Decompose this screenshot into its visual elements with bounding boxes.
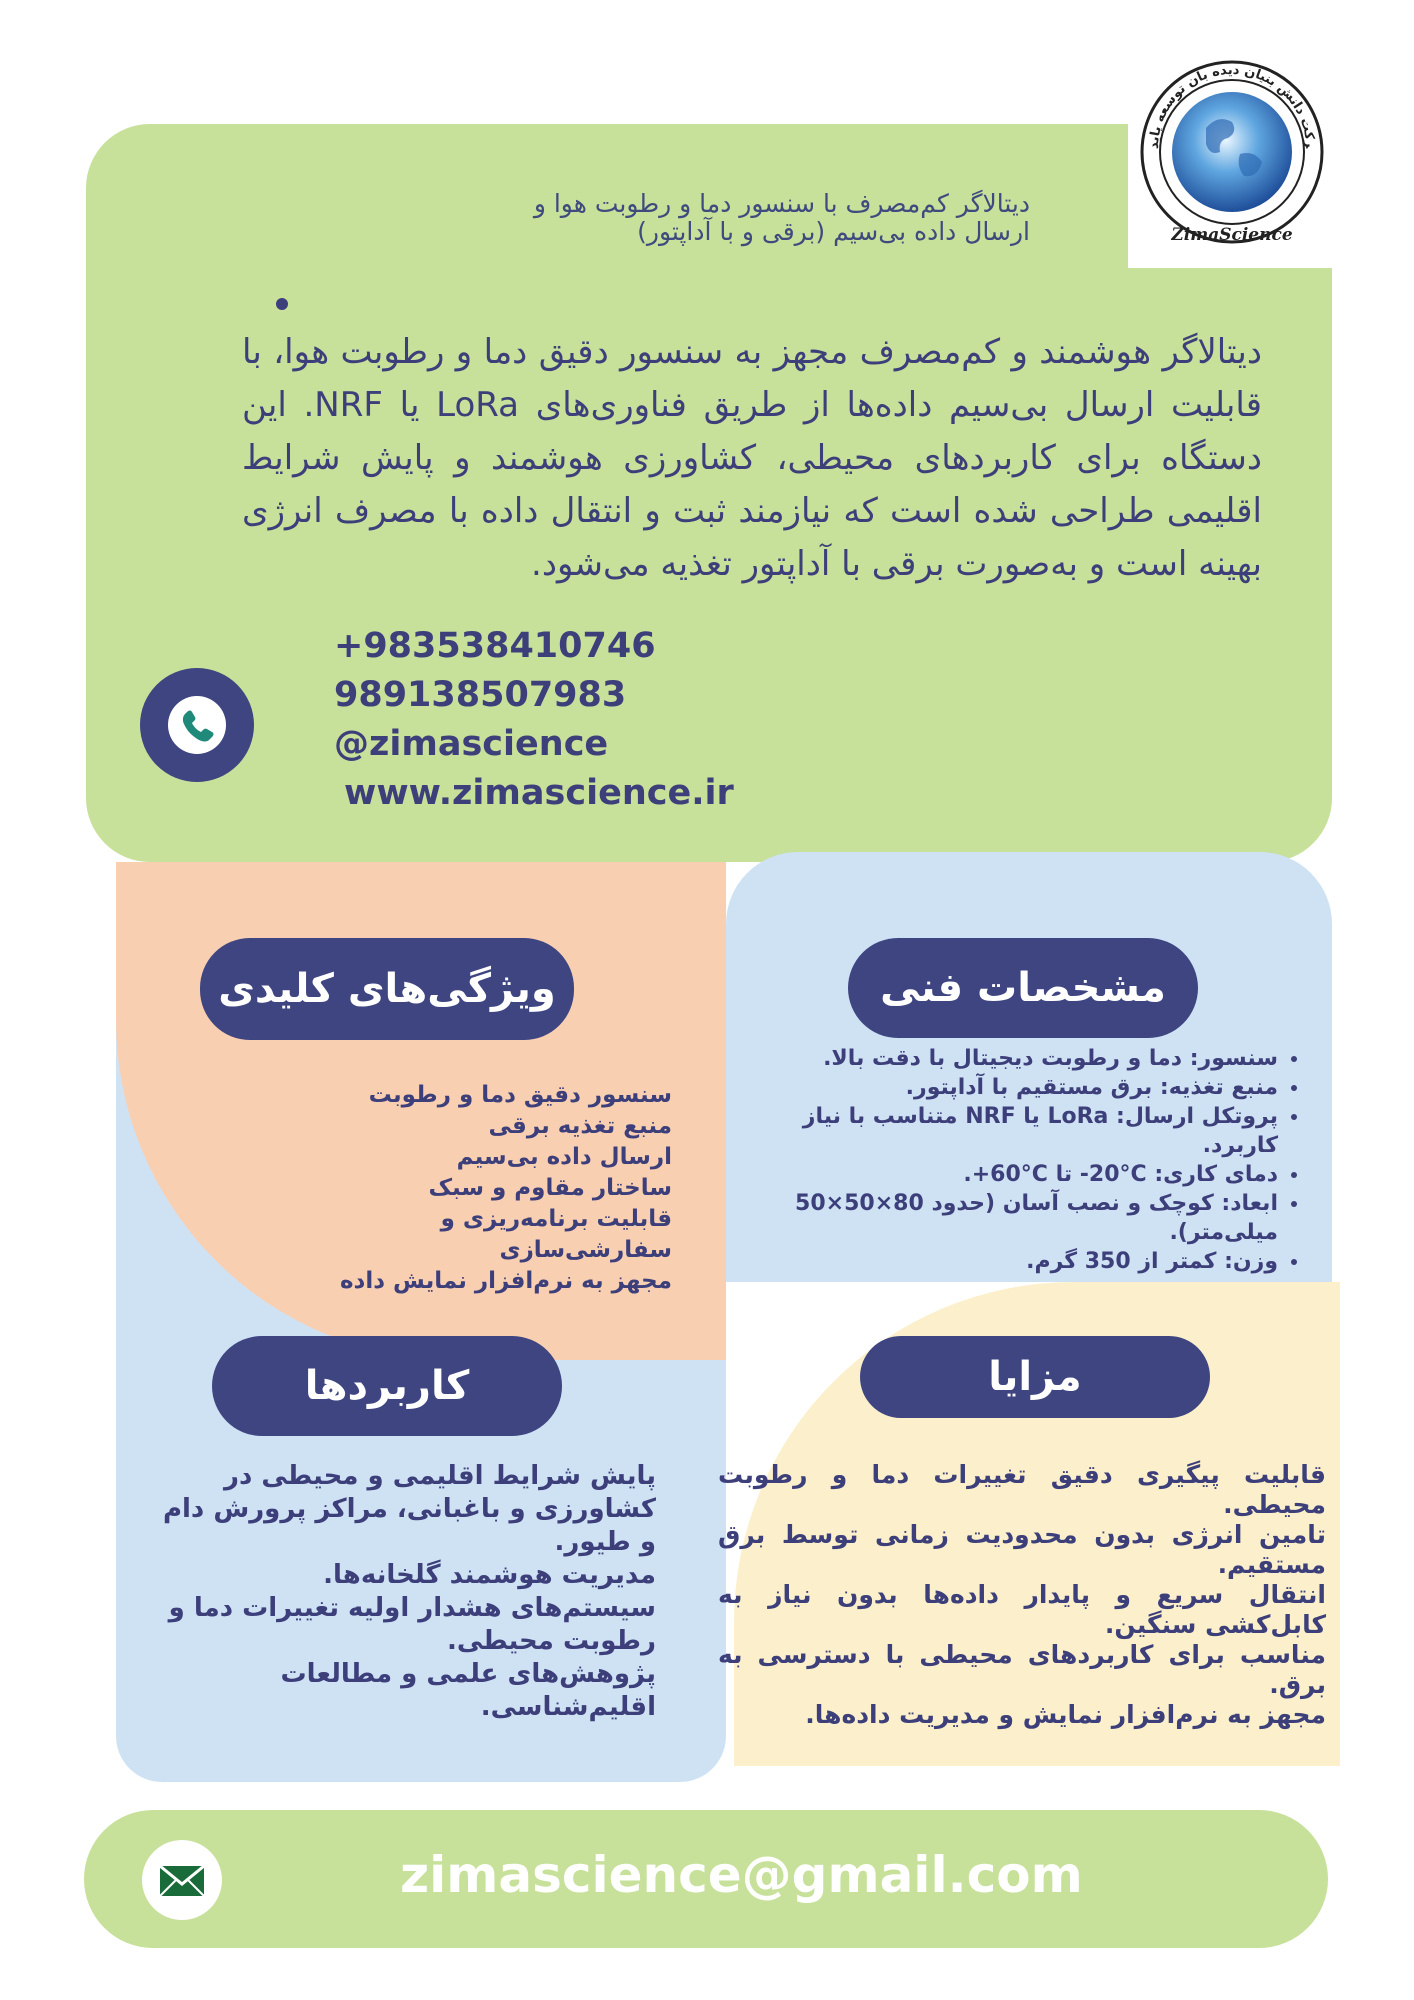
list-item: ساختار مقاوم و سبک xyxy=(428,1175,672,1201)
list-item: منبع تغذیه برقی xyxy=(488,1113,672,1139)
social-handle[interactable]: @zimascience xyxy=(334,724,609,764)
product-description: دیتالاگر هوشمند و کم‌مصرف مجهز به سنسور دقیق دما و رطوبت هوا، با قابلیت ارسال بی‌سیم داده‌ها از طریق فناوری‌های LoRa یا NRF. این دستگاه برای کاربردهای محیطی، کشاورزی هوشمند و پایش شرایط اقلیمی طراحی شده است که نیازمند ثبت و انتقال داده با مصرف انرژی بهینه است و به‌صورت برقی با آداپتور تغذیه می‌شود. xyxy=(242,332,1263,584)
subtitle-line-1: دیتالاگر کم‌مصرف با سنسور دما و رطوبت هوا و xyxy=(533,189,1030,218)
contact-info xyxy=(334,622,734,818)
list-item: پایش شرایط اقلیمی و محیطی در کشاورزی و باغبانی، مراکز پرورش دام و طیور. xyxy=(162,1461,656,1557)
specs-list xyxy=(720,1044,1302,1276)
list-item: • ابعاد: کوچک و نصب آسان (حدود 80×50×50 میلی‌متر). xyxy=(720,1189,1278,1247)
logo-brand: ZimaScience xyxy=(1171,225,1293,245)
list-item: مجهز به نرم‌افزار نمایش و مدیریت داده‌ها. xyxy=(805,1700,1326,1729)
list-item: • سنسور: دما و رطوبت دیجیتال با دقت بالا. xyxy=(720,1044,1278,1073)
phone-glyph-icon xyxy=(168,696,226,754)
list-item: • وزن: کمتر از 350 گرم. xyxy=(720,1247,1278,1276)
bullet-dot xyxy=(276,298,288,310)
applications-list xyxy=(150,1460,656,1724)
features-title: ویژگی‌های کلیدی xyxy=(200,938,574,1040)
list-item: • دمای کاری: ‎-20°C‎ تا ‎+60°C‎. xyxy=(720,1160,1278,1189)
list-item: انتقال سریع و پایدار داده‌ها بدون نیاز به کابل‌کشی سنگین. xyxy=(718,1580,1326,1639)
logo-arc-text: رکت دانش بنیان دیده بان توسعه پاید xyxy=(1146,62,1318,150)
envelope-icon xyxy=(142,1840,222,1920)
list-item: قابلیت پیگیری دقیق تغییرات دما و رطوبت محیطی. xyxy=(718,1460,1326,1519)
list-item: مجهز به نرم‌افزار نمایش داده xyxy=(339,1268,672,1294)
globe-icon xyxy=(1172,92,1292,212)
website-link[interactable]: www.zimascience.ir xyxy=(344,773,734,813)
product-subtitle xyxy=(400,190,1030,246)
list-item: ارسال داده بی‌سیم xyxy=(456,1144,672,1170)
mail-icon[interactable] xyxy=(142,1840,222,1920)
list-item: سیستم‌های هشدار اولیه تغییرات دما و رطوبت محیطی. xyxy=(168,1593,656,1656)
phone-icon[interactable] xyxy=(140,668,254,782)
list-item: قابلیت برنامه‌ریزی و سفارشی‌سازی xyxy=(440,1206,672,1263)
applications-title: کاربردها xyxy=(212,1336,562,1436)
list-item: سنسور دقیق دما و رطوبت xyxy=(368,1082,672,1108)
phone-icon-inner xyxy=(168,696,226,754)
list-item: • منبع تغذیه: برق مستقیم با آداپتور. xyxy=(720,1073,1278,1102)
logo xyxy=(1128,28,1336,268)
list-item: تامین انرژی بدون محدودیت زمانی توسط برق مستقیم. xyxy=(718,1520,1326,1579)
email-address[interactable]: zimascience@gmail.com xyxy=(400,1846,1083,1904)
list-item: • پروتکل ارسال: LoRa یا NRF متناسب با نیاز کاربرد. xyxy=(720,1102,1278,1160)
phone-number-2[interactable]: 989138507983 xyxy=(334,675,627,715)
phone-number-1[interactable]: +983538410746 xyxy=(334,626,656,666)
advantages-list xyxy=(718,1460,1326,1730)
subtitle-line-2: ارسال داده بی‌سیم (برقی و با آداپتور) xyxy=(637,217,1030,246)
specs-title: مشخصات فنی xyxy=(848,938,1198,1038)
features-list xyxy=(270,1080,672,1297)
list-item: مناسب برای کاربردهای محیطی با دسترسی به برق. xyxy=(718,1640,1326,1699)
list-item: مدیریت هوشمند گلخانه‌ها. xyxy=(323,1560,656,1590)
advantages-title: مزایا xyxy=(860,1336,1210,1418)
logo-graphic xyxy=(1128,28,1336,268)
list-item: پژوهش‌های علمی و مطالعات اقلیم‌شناسی. xyxy=(280,1659,656,1722)
